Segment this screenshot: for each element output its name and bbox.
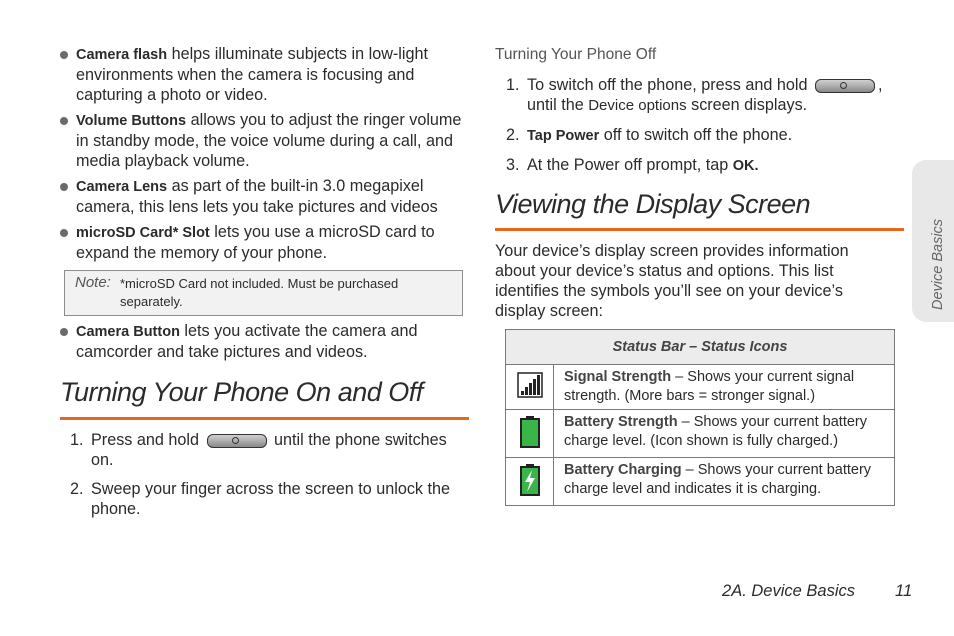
icon-cell xyxy=(506,458,554,506)
sub-heading-power-off: Turning Your Phone Off xyxy=(495,46,657,63)
description: – Shows your current signal strength. (More bars = stronger signal.) xyxy=(564,369,855,404)
list-item xyxy=(60,110,470,171)
note-label: Note: xyxy=(75,274,111,291)
step-text: until the phone switches on. xyxy=(91,431,447,469)
table-header: Status Bar – Status Icons xyxy=(506,330,895,365)
step-text: , xyxy=(877,76,883,94)
battery-charging-icon xyxy=(518,463,542,497)
section-rule xyxy=(495,228,904,231)
power-button-icon xyxy=(207,434,267,448)
step-text: Sweep your finger across the screen to unlock the phone. xyxy=(91,480,451,518)
feature-list-continued xyxy=(60,321,470,367)
step-text: Press and hold xyxy=(91,431,199,449)
bullet-icon xyxy=(60,183,68,191)
step-item xyxy=(496,125,901,146)
table-row xyxy=(506,458,895,506)
chapter-side-tab xyxy=(912,160,954,322)
description: allows you to adjust the ringer volume in standby mode, the voice volume during a call, and media playback volume. xyxy=(76,111,462,170)
list-item xyxy=(60,321,470,362)
bullet-icon xyxy=(60,51,68,59)
step-item xyxy=(60,479,460,519)
description-cell xyxy=(554,410,895,458)
signal-strength-icon xyxy=(517,372,543,398)
table-row xyxy=(506,365,895,410)
term: Volume Buttons xyxy=(76,113,187,129)
step-text: until the xyxy=(527,96,584,114)
step-text: screen displays. xyxy=(691,96,808,114)
list-item xyxy=(60,222,470,263)
step-text: At the Power off prompt, tap xyxy=(527,156,733,174)
bullet-icon xyxy=(60,328,68,336)
status-icons-table xyxy=(505,329,895,506)
step-bold: OK. xyxy=(732,158,759,174)
term: Signal Strength xyxy=(564,369,672,385)
description: – Shows your current battery charge level. (Icon shown is fully charged.) xyxy=(564,414,868,449)
side-tab-label: Device Basics xyxy=(930,218,946,310)
term: Camera Lens xyxy=(76,179,168,195)
description: lets you use a microSD card to expand the memory of your phone. xyxy=(76,223,435,262)
description: as part of the built-in 3.0 megapixel camera, this lens lets you take pictures and videos xyxy=(76,177,438,216)
list-item xyxy=(60,44,470,105)
power-on-steps xyxy=(60,430,460,528)
step-number: 2. xyxy=(70,480,84,498)
battery-full-icon xyxy=(518,415,542,449)
intro-paragraph: Your device’s display screen provides information about your device’s status and options. This list identifies the symbols you’ll see on your device’s display screen: xyxy=(495,242,849,320)
term: Camera Button xyxy=(76,324,180,340)
term: Battery Strength xyxy=(564,414,678,430)
section-rule xyxy=(60,417,469,420)
note-box xyxy=(64,270,463,316)
table-row xyxy=(506,410,895,458)
power-button-icon xyxy=(815,79,875,93)
icon-cell xyxy=(506,410,554,458)
step-item xyxy=(60,430,460,470)
bullet-icon xyxy=(60,117,68,125)
description: helps illuminate subjects in low-light environments when the camera is focusing and capturing a photo or video. xyxy=(76,45,428,104)
description-cell xyxy=(554,365,895,410)
icon-cell xyxy=(506,365,554,410)
description: – Shows your current battery charge level and indicates it is charging. xyxy=(564,462,872,497)
footer-section: 2A. Device Basics xyxy=(722,582,855,600)
step-number: 1. xyxy=(70,431,84,449)
bullet-icon xyxy=(60,229,68,237)
step-text: To switch off the phone, press and hold xyxy=(527,76,808,94)
step-number: 1. xyxy=(506,76,520,94)
term: microSD Card* Slot xyxy=(76,225,210,241)
section-title-display: Viewing the Display Screen xyxy=(495,189,811,219)
power-off-steps xyxy=(496,75,901,185)
term: Battery Charging xyxy=(564,462,682,478)
step-text: off to switch off the phone. xyxy=(599,126,793,144)
description: lets you activate the camera and camcorder and take pictures and videos. xyxy=(76,322,418,361)
step-item xyxy=(496,155,901,176)
section-title-power: Turning Your Phone On and Off xyxy=(60,377,423,407)
step-number: 3. xyxy=(506,156,520,174)
page-number: 11 xyxy=(895,582,913,600)
step-bold: Tap Power xyxy=(527,128,600,144)
description-cell xyxy=(554,458,895,506)
note-text: *microSD Card not included. Must be purchased separately. xyxy=(120,276,399,309)
step-number: 2. xyxy=(506,126,520,144)
list-item xyxy=(60,176,470,217)
term: Camera flash xyxy=(76,47,168,63)
feature-list xyxy=(60,44,470,268)
menu-name: Device options xyxy=(588,97,687,114)
step-item xyxy=(496,75,901,116)
